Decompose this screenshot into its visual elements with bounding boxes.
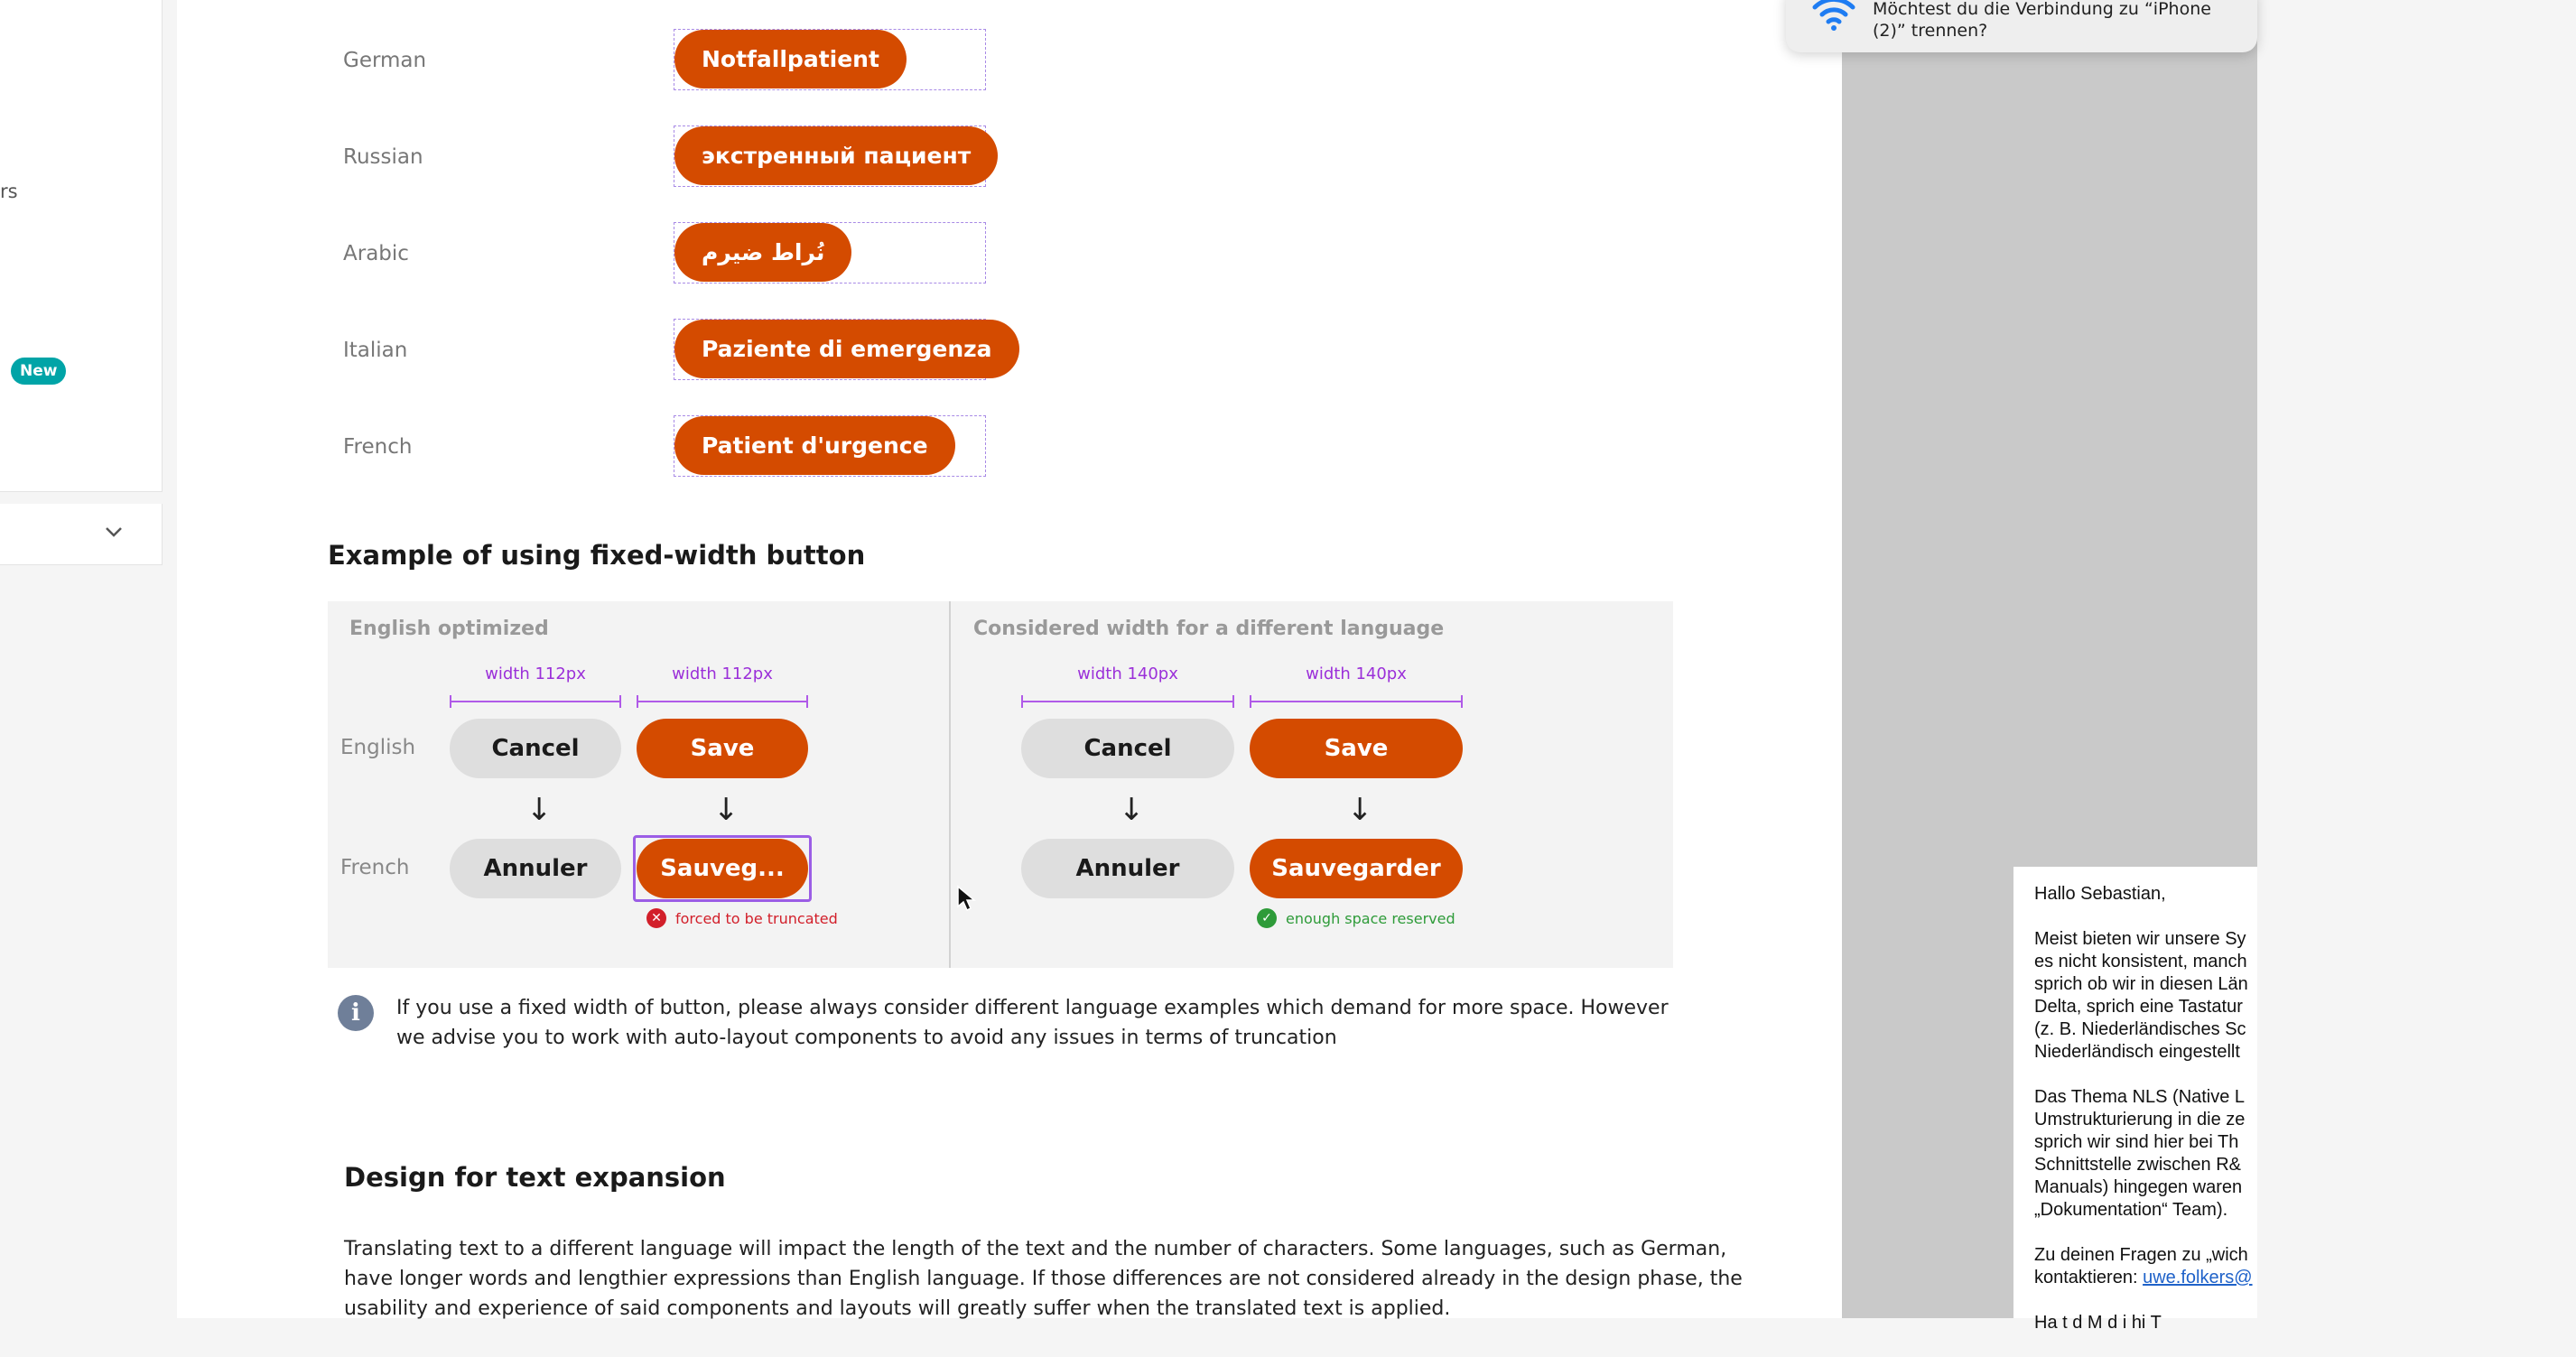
- sauvegarder-button[interactable]: Sauvegarder: [1250, 839, 1463, 898]
- email-line: Niederländisch eingestellt: [2034, 1042, 2240, 1062]
- button-frame: [674, 29, 986, 90]
- save-button[interactable]: Save: [637, 719, 808, 778]
- section-title-fixed-width: Example of using fixed-width button: [328, 540, 866, 571]
- example-button-arabic[interactable]: نُراط ضيرم: [674, 223, 851, 282]
- chevron-down-icon: [105, 525, 123, 538]
- notification-text: Möchtest du die Verbindung zu “iPhone (2)” trennen?: [1873, 0, 2211, 41]
- fixed-width-example-panel: [328, 601, 1673, 968]
- mouse-pointer-icon: [956, 885, 976, 912]
- email-line: Das Thema NLS (Native L: [2034, 1087, 2246, 1107]
- cancel-button[interactable]: Cancel: [450, 719, 621, 778]
- wifi-icon: [1811, 0, 1856, 31]
- column-heading-english-optimized: English optimized: [349, 618, 549, 640]
- email-paragraph-3: [2034, 1244, 2576, 1289]
- email-line: Delta, sprich eine Tastatur: [2034, 997, 2243, 1017]
- width-measure-line: [637, 695, 808, 708]
- panel-divider: [949, 601, 951, 968]
- section-title-text-expansion: Design for text expansion: [344, 1162, 726, 1193]
- save-button[interactable]: Save: [1250, 719, 1463, 778]
- email-greeting: Hallo Sebastian,: [2034, 884, 2166, 904]
- email-line: „Dokumentation“ Team).: [2034, 1200, 2228, 1220]
- info-note: If you use a fixed width of button, please always consider different language examples which demand for more space. However we advise you to work with auto-layout components to avoid any issues in terms of truncation: [396, 997, 1669, 1049]
- example-button-german[interactable]: Notfallpatient: [674, 30, 907, 88]
- row-label-french: French: [340, 856, 410, 879]
- cancel-button[interactable]: Cancel: [1021, 719, 1234, 778]
- button-frame: [674, 319, 992, 380]
- sauvegarder-truncated-button[interactable]: Sauveg...: [637, 839, 808, 898]
- language-name: Italian: [343, 339, 408, 362]
- email-line: Schnittstelle zwischen R&: [2034, 1155, 2241, 1175]
- button-frame: [674, 125, 986, 187]
- sidebar-dropdown[interactable]: [0, 504, 163, 565]
- selection-outline: [633, 835, 812, 902]
- email-line: es nicht konsistent, manch: [2034, 952, 2247, 971]
- column-heading-different-language: Considered width for a different language: [973, 618, 1445, 640]
- email-paragraph-1: [2034, 928, 2576, 1064]
- down-arrow-icon: ↓: [1119, 792, 1145, 828]
- email-link[interactable]: uwe.folkers@: [2143, 1268, 2253, 1287]
- wifi-notification[interactable]: [1786, 0, 2257, 52]
- email-line: sprich ob wir in diesen Län: [2034, 974, 2248, 994]
- button-frame: [674, 222, 986, 283]
- email-line: (z. B. Niederländisches Sc: [2034, 1019, 2246, 1039]
- email-line: Meist bieten wir unsere Sy: [2034, 929, 2246, 949]
- status-enough-space: [1257, 908, 1455, 928]
- language-name: French: [343, 435, 413, 459]
- width-measure-line: [450, 695, 621, 708]
- status-truncated: [646, 908, 838, 928]
- example-button-russian[interactable]: экстренный пациент: [674, 126, 998, 185]
- email-line: sprich wir sind hier bei Th: [2034, 1132, 2239, 1152]
- down-arrow-icon: ↓: [526, 792, 553, 828]
- error-icon: ✕: [646, 908, 666, 928]
- sidebar-panel: [0, 0, 163, 492]
- down-arrow-icon: ↓: [713, 792, 739, 828]
- email-line: [2034, 1267, 2576, 1289]
- check-icon: ✓: [1257, 908, 1277, 928]
- button-frame: [674, 415, 986, 477]
- annuler-button[interactable]: Annuler: [1021, 839, 1234, 898]
- down-arrow-icon: ↓: [1347, 792, 1373, 828]
- language-name: German: [343, 49, 427, 72]
- new-badge: New: [11, 358, 66, 385]
- email-line: Manuals) hingegen waren: [2034, 1177, 2243, 1197]
- email-line: Umstrukturierung in die ze: [2034, 1110, 2246, 1129]
- email-line: Zu deinen Fragen zu „wich: [2034, 1245, 2248, 1265]
- language-name: Russian: [343, 145, 423, 169]
- width-measure-line: [1250, 695, 1463, 708]
- email-line-text: kontaktieren:: [2034, 1268, 2138, 1287]
- email-paragraph-4: Ha t d M d i hi T: [2034, 1313, 2162, 1333]
- sidebar-truncated-text: rs: [0, 181, 18, 202]
- status-text: forced to be truncated: [675, 909, 838, 927]
- language-name: Arabic: [343, 242, 409, 265]
- status-text: enough space reserved: [1286, 909, 1455, 927]
- example-button-french[interactable]: Patient d'urgence: [674, 416, 955, 475]
- text-expansion-paragraph: Translating text to a different language will impact the length of the text and the number of characters. Some languages, such as German, have longer words and lengthier expressions than English language. If those differences are not considered already in the design phase, the usability and experience of said components and layouts will greatly suffer when the translated text is applied.: [344, 1238, 1743, 1320]
- email-preview: [2013, 867, 2257, 1333]
- annuler-button[interactable]: Annuler: [450, 839, 621, 898]
- document-page: [177, 0, 1842, 1318]
- email-paragraph-2: [2034, 1086, 2576, 1222]
- row-label-english: English: [340, 736, 416, 759]
- width-measure-line: [1021, 695, 1234, 708]
- example-button-italian[interactable]: Paziente di emergenza: [674, 320, 1019, 378]
- width-annotation: width 112px: [672, 665, 773, 683]
- info-icon: i: [338, 995, 374, 1031]
- width-annotation: width 112px: [485, 665, 586, 683]
- width-annotation: width 140px: [1306, 665, 1407, 683]
- width-annotation: width 140px: [1077, 665, 1178, 683]
